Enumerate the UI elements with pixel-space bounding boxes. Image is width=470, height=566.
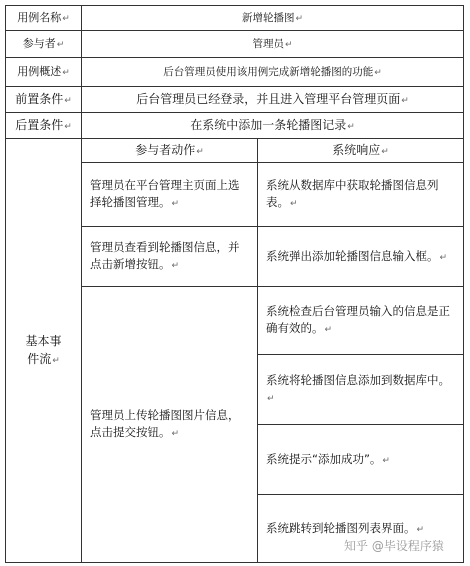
header-actor-action: 参与者动作↵	[82, 139, 258, 163]
system-step-2: 系统弹出添加轮播图信息输入框。↵	[258, 227, 464, 287]
label-basic-flow: 基本事件流↵	[6, 139, 82, 563]
value-postcondition: 在系统中添加一条轮播图记录↵	[82, 113, 464, 139]
row-flow-header	[6, 139, 464, 163]
row-postcondition	[6, 113, 464, 139]
value-actor: 管理员↵	[82, 31, 464, 58]
system-step-4: 系统将轮播图信息添加到数据库中。↵	[258, 355, 464, 425]
actor-step-2: 管理员查看到轮播图信息，并点击新增按钮。↵	[82, 227, 258, 287]
label-actor: 参与者↵	[6, 31, 82, 58]
system-step-1: 系统从数据库中获取轮播图信息列表。↵	[258, 163, 464, 227]
use-case-table	[5, 5, 464, 563]
value-use-case-name: 新增轮播图↵	[82, 6, 464, 31]
system-step-3: 系统检查后台管理员输入的信息是正确有效的。↵	[258, 287, 464, 355]
watermark: 知乎 @毕设程序猿	[344, 539, 444, 553]
value-precondition: 后台管理员已经登录，并且进入管理平台管理页面↵	[82, 87, 464, 113]
row-use-case-name	[6, 6, 464, 31]
row-precondition	[6, 87, 464, 113]
row-actor	[6, 31, 464, 58]
actor-step-3: 管理员上传轮播图图片信息，点击提交按钮。↵	[82, 287, 258, 563]
actor-step-1: 管理员在平台管理主页面上选择轮播图管理。↵	[82, 163, 258, 227]
label-use-case-name: 用例名称↵	[6, 6, 82, 31]
system-step-5: 系统提示“添加成功”。↵	[258, 425, 464, 495]
label-postcondition: 后置条件↵	[6, 113, 82, 139]
row-overview	[6, 58, 464, 87]
system-step-6: 系统跳转到轮播图列表界面。↵	[258, 495, 464, 563]
header-system-response: 系统响应↵	[258, 139, 464, 163]
value-overview: 后台管理员使用该用例完成新增轮播图的功能↵	[82, 58, 464, 87]
label-precondition: 前置条件↵	[6, 87, 82, 113]
label-overview: 用例概述↵	[6, 58, 82, 87]
